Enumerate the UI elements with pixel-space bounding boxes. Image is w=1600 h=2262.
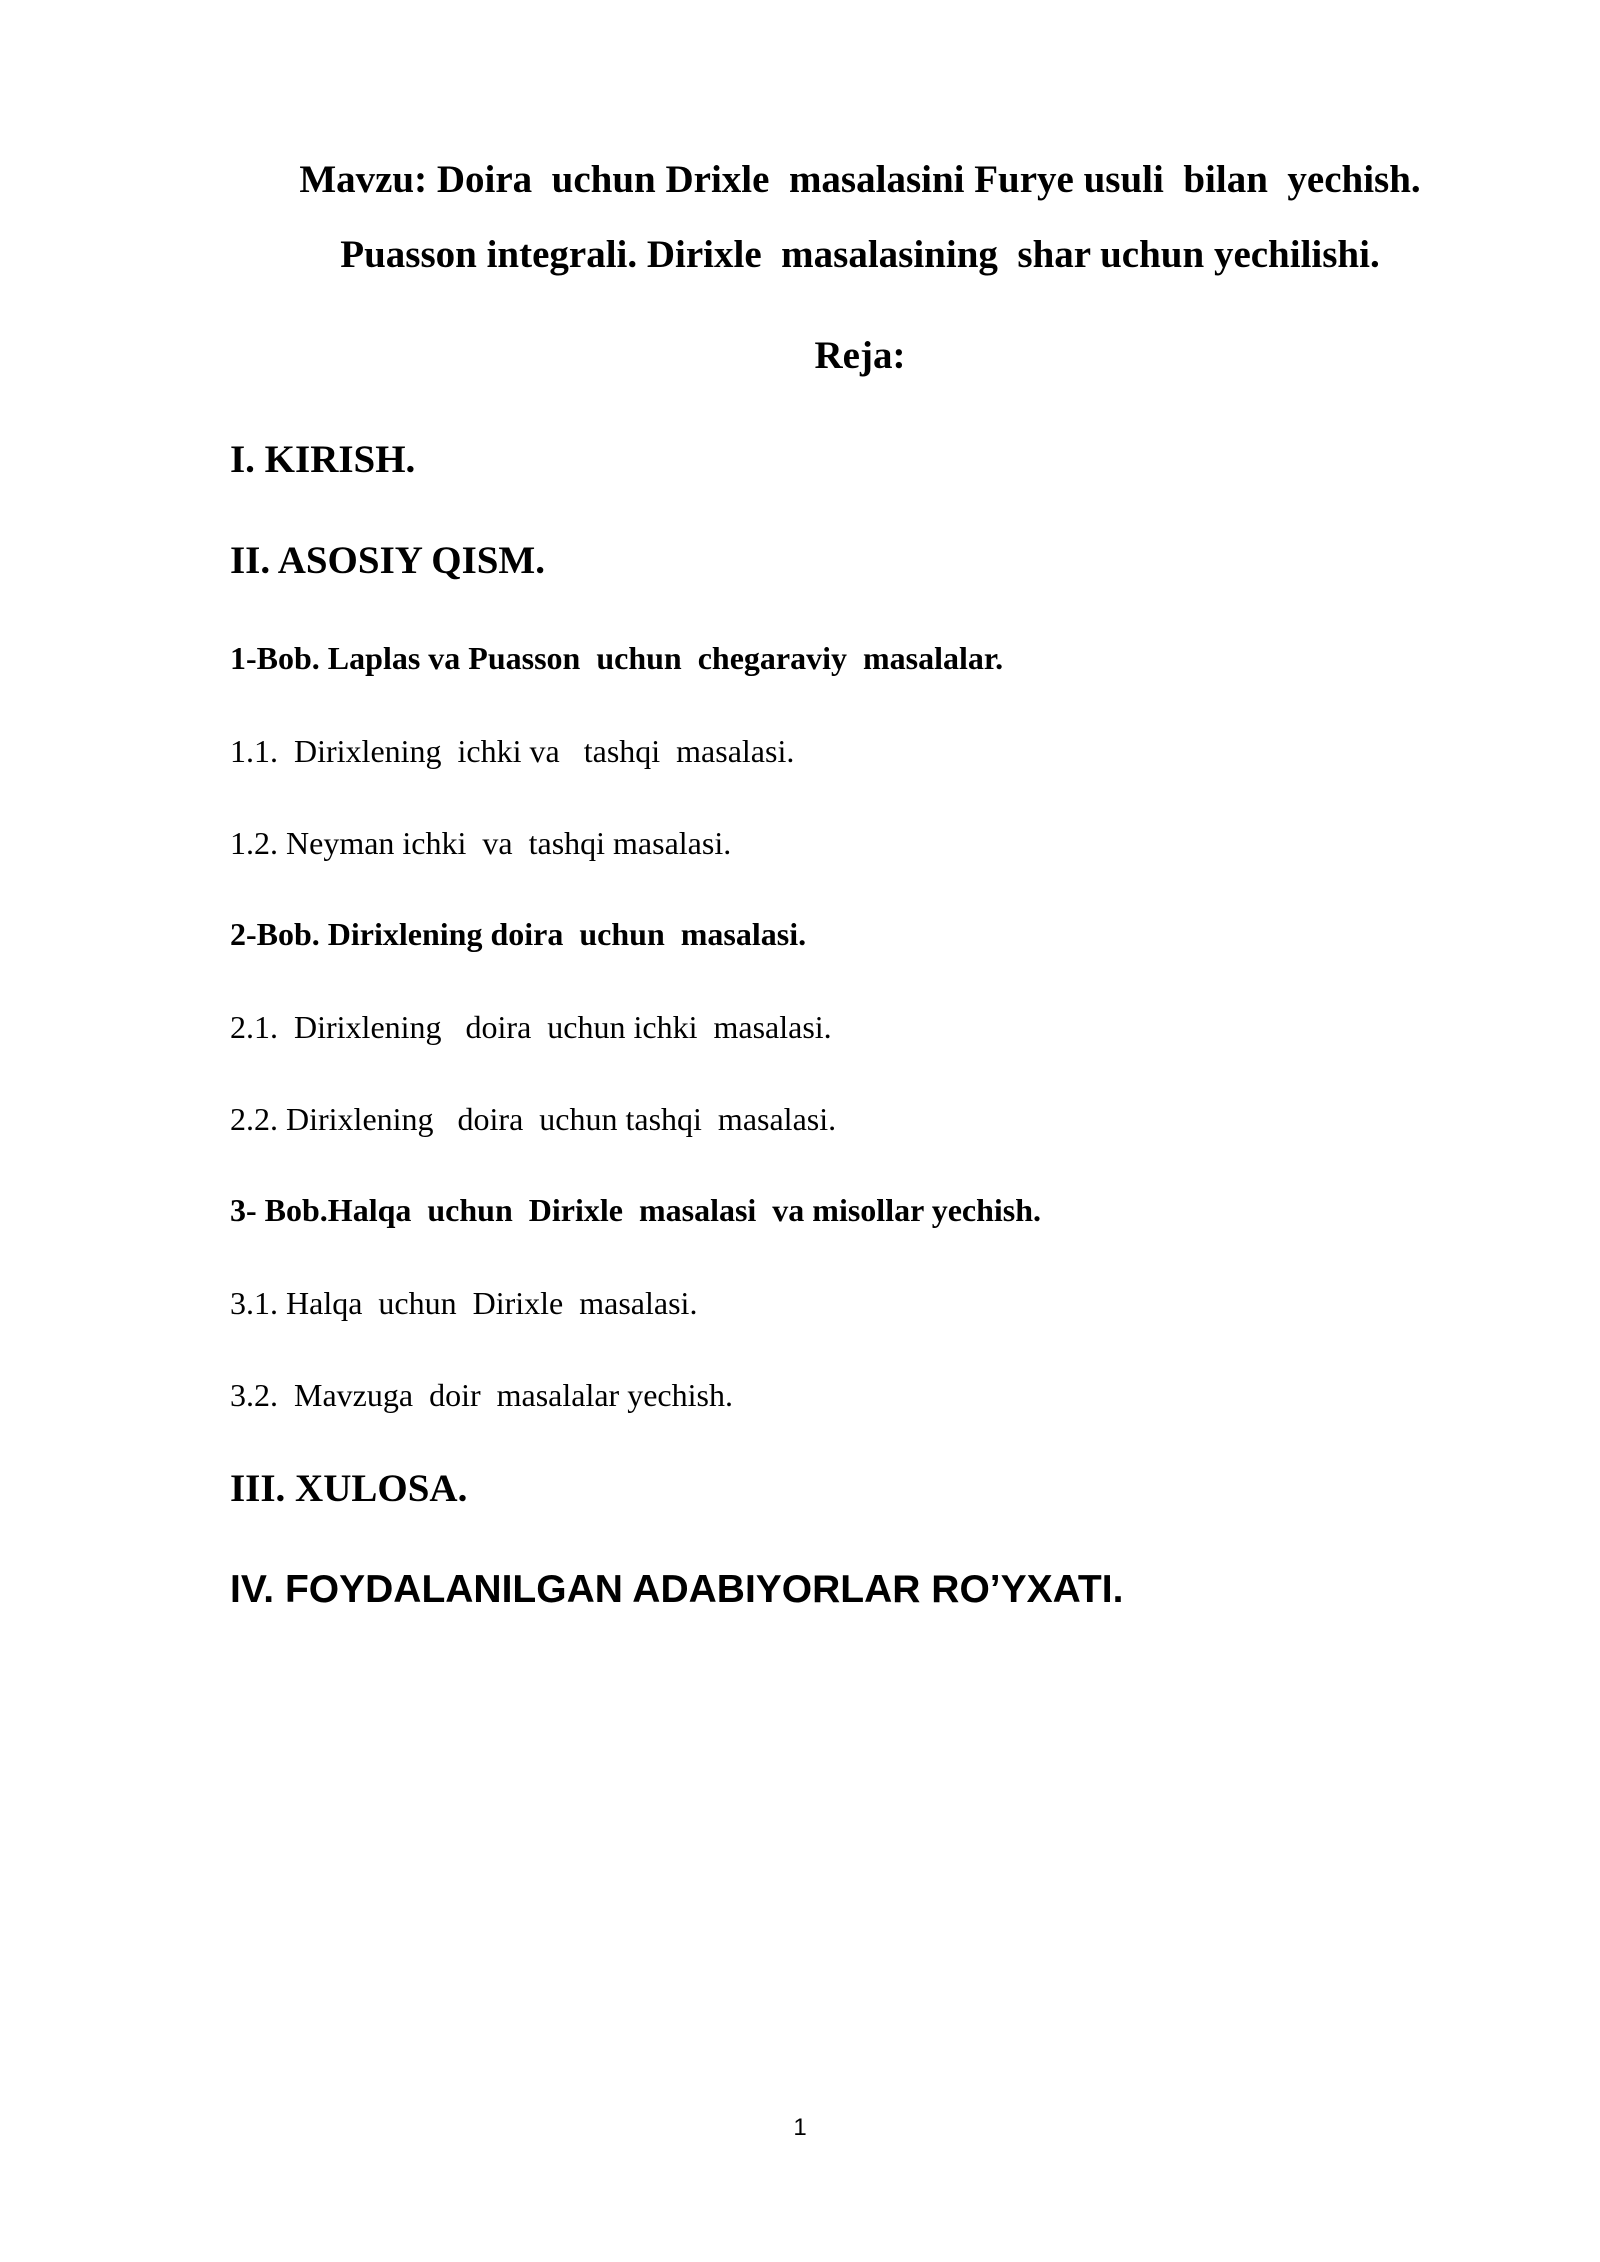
outline-section-main: II. ASOSIY QISM. (230, 539, 545, 582)
outline-item-3-1: 3.1. Halqa uchun Dirixle masalasi. (230, 1285, 698, 1321)
outline-section-intro: I. KIRISH. (230, 438, 416, 481)
document-title-line-2: Puasson integrali. Dirixle masalasining shar uchun yechilishi. (340, 233, 1380, 276)
page-number: 1 (793, 2114, 807, 2141)
plan-heading: Reja: (814, 334, 906, 377)
outline-chapter-2-heading: 2-Bob. Dirixlening doira uchun masalasi. (230, 916, 807, 952)
outline-item-2-1: 2.1. Dirixlening doira uchun ichki masalasi. (230, 1009, 832, 1045)
outline-item-1-1: 1.1. Dirixlening ichki va tashqi masalasi. (230, 733, 795, 769)
outline-section-references: IV. FOYDALANILGAN ADABIYORLAR RO’YXATI. (230, 1568, 1124, 1611)
outline-chapter-1-heading: 1-Bob. Laplas va Puasson uchun chegaraviy masalalar. (230, 640, 1004, 676)
outline-item-2-2: 2.2. Dirixlening doira uchun tashqi masalasi. (230, 1101, 837, 1137)
outline-section-conclusion: III. XULOSA. (230, 1467, 468, 1510)
document-title-line-1: Mavzu: Doira uchun Drixle masalasini Furye usuli bilan yechish. (299, 158, 1421, 201)
outline-chapter-3-heading: 3- Bob.Halqa uchun Dirixle masalasi va misollar yechish. (230, 1192, 1042, 1228)
outline-item-3-2: 3.2. Mavzuga doir masalalar yechish. (230, 1377, 733, 1413)
outline-item-1-2: 1.2. Neyman ichki va tashqi masalasi. (230, 825, 732, 861)
